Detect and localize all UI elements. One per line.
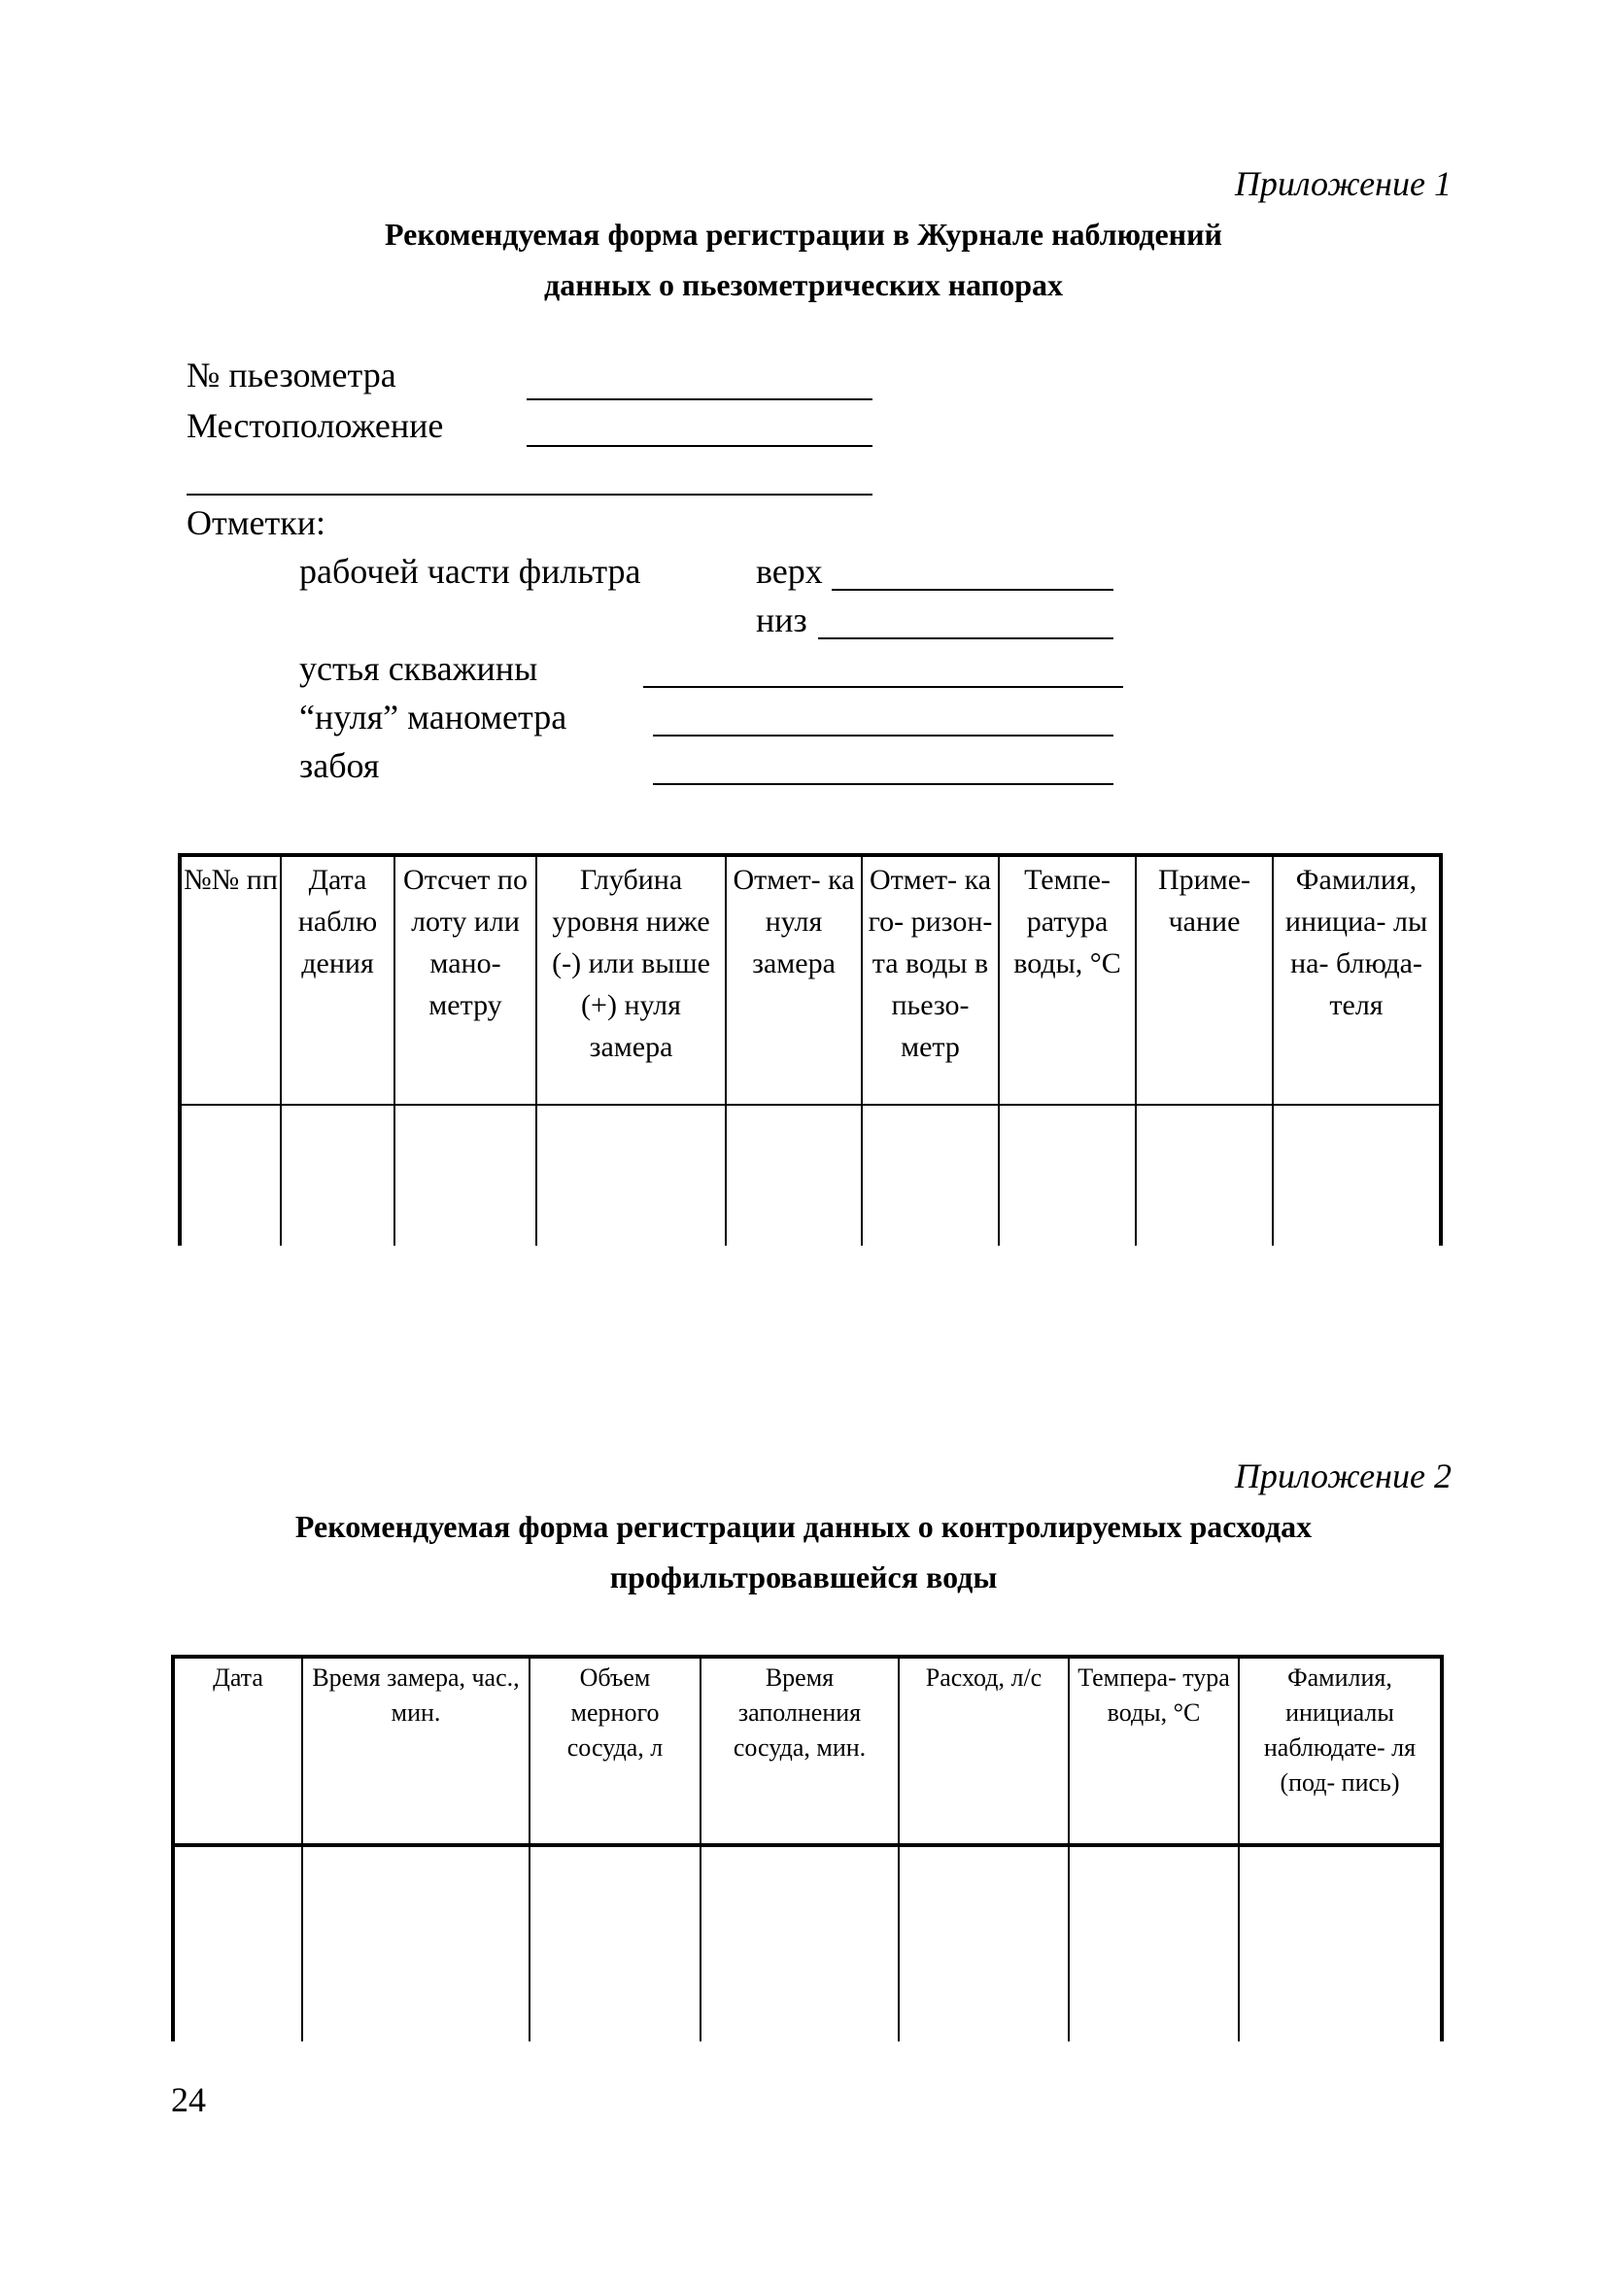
location-field[interactable] — [527, 445, 872, 447]
table-cell[interactable] — [899, 1845, 1069, 2041]
column-header-date: Дата — [173, 1657, 302, 1845]
table-cell[interactable] — [536, 1105, 726, 1246]
bottomhole-label: забоя — [299, 746, 380, 785]
column-header-water-temperature: Темпера- тура воды, °С — [1069, 1657, 1239, 1845]
column-header-number: №№ пп — [180, 855, 281, 1105]
table-cell[interactable] — [1239, 1845, 1442, 2041]
column-header-flow-rate: Расход, л/с — [899, 1657, 1069, 1845]
table-cell[interactable] — [726, 1105, 862, 1246]
column-header-vessel-volume: Объем мерного сосуда, л — [530, 1657, 701, 1845]
column-header-observer: Фамилия, инициа- лы на- блюда- теля — [1273, 855, 1441, 1105]
column-header-fill-time: Время заполнения сосуда, мин. — [701, 1657, 899, 1845]
appendix2-title-line1: Рекомендуемая форма регистрации данных о контролируемых расходах — [294, 1509, 1313, 1544]
filtered-water-flow-table — [171, 1655, 1444, 2041]
table-cell[interactable] — [1273, 1105, 1441, 1246]
location-field-line2[interactable] — [187, 494, 872, 496]
table-header-row — [173, 1657, 1442, 1845]
table-cell[interactable] — [701, 1845, 899, 2041]
table-cell[interactable] — [281, 1105, 394, 1246]
table-cell[interactable] — [862, 1105, 999, 1246]
column-header-measure-time: Время замера, час., мин. — [302, 1657, 530, 1845]
page-number: 24 — [171, 2080, 206, 2119]
column-header-note: Приме- чание — [1136, 855, 1273, 1105]
column-header-date: Дата наблю дения — [281, 855, 394, 1105]
table-row — [180, 1105, 1441, 1246]
marks-label: Отметки: — [187, 503, 325, 542]
table-cell[interactable] — [302, 1845, 530, 2041]
filter-top-label: верх — [756, 552, 823, 591]
filter-bottom-label: низ — [756, 600, 807, 639]
appendix1-title-line2: данных о пьезометрических напорах — [544, 267, 1063, 302]
column-header-observer-signature: Фамилия, инициалы наблюдате- ля (под- пись) — [1239, 1657, 1442, 1845]
piezometer-number-label: № пьезометра — [187, 356, 396, 394]
appendix1-title-line1: Рекомендуемая форма регистрации в Журнале наблюдений — [385, 217, 1222, 252]
table-cell[interactable] — [1069, 1845, 1239, 2041]
filter-top-field[interactable] — [832, 589, 1113, 591]
column-header-water-temperature: Темпе- ратура воды, °С — [999, 855, 1136, 1105]
wellhead-label: устья скважины — [299, 649, 538, 688]
piezometric-observations-table — [178, 853, 1443, 1246]
table-cell[interactable] — [1136, 1105, 1273, 1246]
table-cell[interactable] — [180, 1105, 281, 1246]
table-row — [173, 1845, 1442, 2041]
appendix2-label: Приложение 2 — [1234, 1456, 1452, 1495]
column-header-zero-mark: Отмет- ка нуля замера — [726, 855, 862, 1105]
appendix2-title-line2: профильтровавшейся воды — [609, 1559, 998, 1594]
location-label: Местоположение — [187, 406, 444, 445]
table-header-row — [180, 855, 1441, 1105]
filter-bottom-field[interactable] — [818, 637, 1113, 639]
column-header-level-depth: Глубина уровня ниже (-) или выше (+) нуля замера — [536, 855, 726, 1105]
column-header-reading: Отсчет по лоту или мано- метру — [394, 855, 536, 1105]
column-header-water-horizon: Отмет- ка го- ризон- та воды в пьезо- метр — [862, 855, 999, 1105]
bottomhole-field[interactable] — [653, 783, 1113, 785]
piezometer-number-field[interactable] — [527, 398, 872, 400]
table-cell[interactable] — [394, 1105, 536, 1246]
appendix1-label: Приложение 1 — [1234, 164, 1452, 203]
filter-working-part-label: рабочей части фильтра — [299, 552, 641, 591]
table-cell[interactable] — [173, 1845, 302, 2041]
wellhead-field[interactable] — [643, 686, 1123, 688]
table-cell[interactable] — [530, 1845, 701, 2041]
manometer-zero-label: “нуля” манометра — [299, 698, 567, 737]
manometer-zero-field[interactable] — [653, 735, 1113, 737]
table-cell[interactable] — [999, 1105, 1136, 1246]
